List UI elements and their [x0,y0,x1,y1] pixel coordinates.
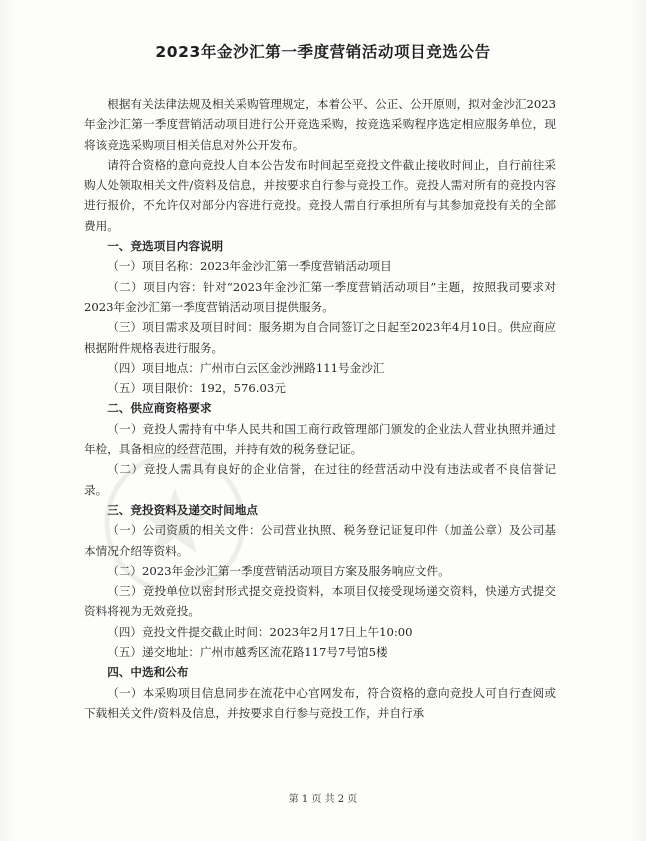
body-paragraph: （二）竞投人需具有良好的企业信誉，在过往的经营活动中没有违法或者不良信誉记录。 [84,462,556,497]
document-title: 2023年金沙汇第一季度营销活动项目竞选公告 [155,43,491,61]
body-paragraph: （三）竞投单位以密封形式提交竞投资料，本项目仅接受现场递交资料，快递方式提交资料将视为无效竞投。 [84,584,556,619]
body-paragraph: （一）竞投人需持有中华人民共和国工商行政管理部门颁发的企业法人营业执照并通过年检，具备相应的经营范围，并持有效的税务登记证。 [84,421,556,457]
body-paragraph: （五）递交地址：广州市越秀区流花路117号7号馆5楼 [107,645,388,660]
body-paragraph: （三）项目需求及项目时间：服务期为自合同签订之日起至2023年4月10日。供应商应根据附件规格表进行服务。 [84,320,556,355]
body-paragraph: （二）2023年金沙汇第一季度营销活动项目方案及服务响应文件。 [107,563,450,578]
section-heading: 二、供应商资格要求 [107,401,212,416]
body-paragraph: （四）项目地点：广州市白云区金沙洲路111号金沙汇 [107,360,385,375]
body-paragraph: （二）项目内容：针对“2023年金沙汇第一季度营销活动项目”主题，按照我司要求对2023年金沙汇第一季度营销活动项目提供服务。 [84,279,556,314]
body-paragraph: （一）项目名称：2023年金沙汇第一季度营销活动项目 [107,259,392,274]
section-heading: 三、竞投资料及递交时间地点 [107,502,258,517]
body-paragraph: （一）本采购项目信息同步在流花中心官网发布，符合资格的意向竞投人可自行查阅或下载相关文件/资料及信息，并按要求自行参与竞投工作，并自行承 [84,685,556,720]
body-paragraph: （五）项目限价：192，576.03元 [107,381,286,396]
body-paragraph: 请符合资格的意向竞投人自本公告发布时间起至竞投文件截止接收时间止，自行前往采购人处领取相关文件/资料及信息，并按要求自行参与竞投工作。竞投人需对所有的竞投内容进行报价，不允许仅对部分内容进行竞投。竞投人需自行承担所有与其参加竞投有关的全部费用。 [84,157,556,233]
body-paragraph: （一）公司资质的相关文件：公司营业执照、税务登记证复印件（加盖公章）及公司基本情况介绍等资料。 [84,523,556,558]
body-paragraph: 根据有关法律法规及相关采购管理规定，本着公平、公正、公开原则，拟对金沙汇2023年金沙汇第一季度营销活动项目进行公开竞选采购，按竞选采购程序选定相应服务单位，现将该竞选采购项目相关信息对外公开发布。 [84,97,556,152]
document-body [84,94,556,723]
section-heading: 四、中选和公布 [107,665,189,680]
body-paragraph: （四）竞投文件提交截止时间：2023年2月17日上午10:00 [107,624,413,639]
section-heading: 一、竞选项目内容说明 [107,239,224,254]
page-number: 第 1 页 共 2 页 [288,794,358,805]
